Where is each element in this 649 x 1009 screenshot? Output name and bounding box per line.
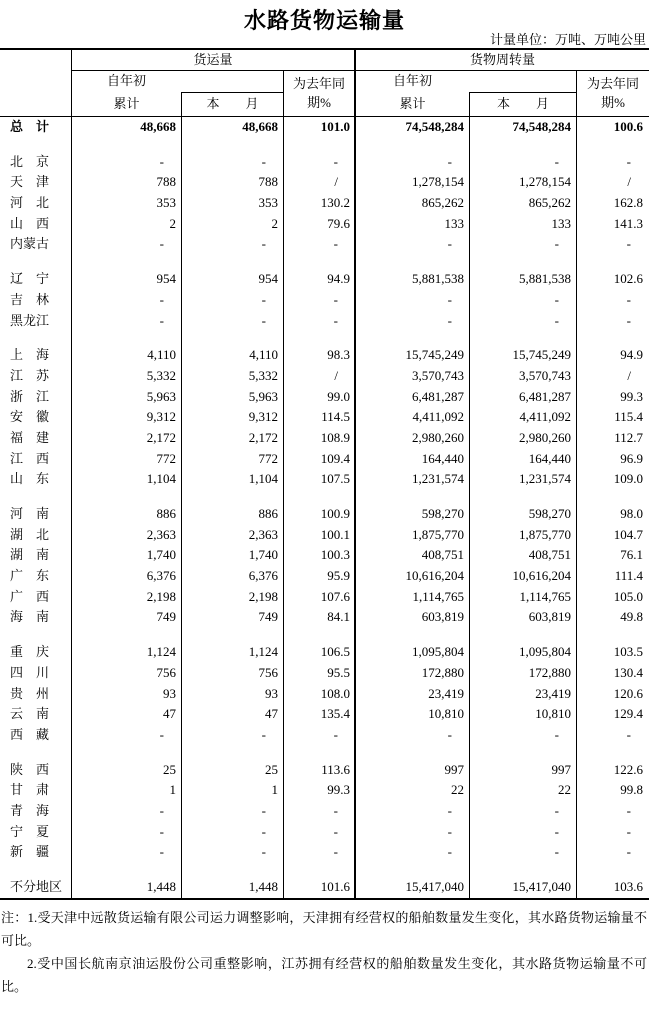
value-cell: 93 xyxy=(163,685,176,701)
value-cell: - xyxy=(447,291,452,307)
value-cell: - xyxy=(554,153,559,169)
value-cell: 113.6 xyxy=(321,761,350,777)
value-cell: 954 xyxy=(258,271,278,287)
value-cell: 408,751 xyxy=(421,547,464,563)
value-cell: 2,172 xyxy=(248,429,278,445)
value-cell: - xyxy=(159,236,164,252)
value-cell: 756 xyxy=(258,664,278,680)
region-label: 河 南 xyxy=(10,506,50,521)
region-label: 福 建 xyxy=(10,429,50,445)
value-cell: 122.6 xyxy=(613,761,643,777)
region-label: 陕 西 xyxy=(10,761,50,777)
value-cell: 4,411,092 xyxy=(412,409,464,425)
value-cell: 1,875,770 xyxy=(519,526,571,542)
table-row xyxy=(0,663,649,684)
region-group xyxy=(0,504,649,628)
region-label: 不分地区 xyxy=(10,879,63,894)
region-label: 贵 州 xyxy=(10,685,50,701)
value-cell: 79.6 xyxy=(327,215,350,231)
value-cell: 135.4 xyxy=(320,706,350,722)
value-cell: 108.0 xyxy=(320,685,350,701)
region-label: 山 东 xyxy=(10,471,50,487)
header-yoy-percent-freight-label: 为去年同期% xyxy=(292,76,345,110)
value-cell: - xyxy=(554,802,559,818)
footnote-1: 注：1.受天津中远散货运输有限公司运力调整影响，天津拥有经营权的船舶数量发生变化，其水路货物运输量不可比。 xyxy=(1,910,647,948)
value-cell: 6,376 xyxy=(146,568,176,584)
value-cell: 10,616,204 xyxy=(512,568,571,584)
value-cell: - xyxy=(261,153,266,169)
value-cell: 4,411,092 xyxy=(519,409,571,425)
table-row xyxy=(0,760,649,781)
value-cell: 93 xyxy=(265,685,278,701)
value-cell: 48,668 xyxy=(242,119,278,134)
header-this-month-turnover: 本 月 xyxy=(496,96,549,111)
region-label: 湖 南 xyxy=(10,547,50,563)
value-cell: - xyxy=(333,291,338,307)
value-cell: 103.5 xyxy=(613,644,643,660)
region-group xyxy=(0,152,649,255)
value-cell: 100.6 xyxy=(613,119,643,134)
value-cell: 130.4 xyxy=(613,664,643,680)
value-cell: 98.0 xyxy=(620,506,643,521)
table-row xyxy=(0,366,649,387)
value-cell: 3,570,743 xyxy=(412,367,464,383)
value-cell: 3,570,743 xyxy=(519,367,571,383)
region-label: 北 京 xyxy=(10,153,50,169)
table-row xyxy=(0,780,649,801)
table-row xyxy=(0,607,649,628)
value-cell: 15,745,249 xyxy=(405,347,464,363)
value-cell: / xyxy=(334,367,338,383)
value-cell: 114.5 xyxy=(321,409,350,425)
value-cell: 9,312 xyxy=(248,409,278,425)
region-label: 青 海 xyxy=(10,802,50,818)
table-row xyxy=(0,449,649,470)
value-cell: 865,262 xyxy=(421,195,464,211)
value-cell: 15,417,040 xyxy=(405,879,464,894)
value-cell: 115.4 xyxy=(614,409,643,425)
value-cell: 865,262 xyxy=(528,195,571,211)
value-cell: 997 xyxy=(551,761,571,777)
value-cell: 2,363 xyxy=(248,526,278,542)
value-cell: 1,740 xyxy=(146,547,176,563)
region-label: 上 海 xyxy=(10,347,50,363)
value-cell: - xyxy=(333,844,338,860)
value-cell: 2,172 xyxy=(146,429,176,445)
value-cell: 5,963 xyxy=(248,388,278,404)
region-label: 吉 林 xyxy=(10,291,50,307)
value-cell: 1,231,574 xyxy=(412,471,464,487)
table-row xyxy=(0,387,649,408)
value-cell: 84.1 xyxy=(327,609,350,625)
region-label: 重 庆 xyxy=(10,644,50,660)
value-cell: 106.5 xyxy=(320,644,350,660)
value-cell: 1,740 xyxy=(248,547,278,563)
region-group xyxy=(0,269,649,331)
header-cumulative-freight: 累计 xyxy=(113,96,140,111)
value-cell: 2,980,260 xyxy=(519,429,571,445)
value-cell: 111.4 xyxy=(614,568,643,584)
value-cell: - xyxy=(159,726,164,742)
value-cell: 886 xyxy=(258,506,278,521)
value-cell: 76.1 xyxy=(620,547,643,563)
value-cell: - xyxy=(554,312,559,328)
region-label: 天 津 xyxy=(10,174,50,190)
value-cell: 99.8 xyxy=(620,782,643,798)
region-label: 江 苏 xyxy=(10,367,50,383)
region-label: 总 计 xyxy=(10,119,50,134)
table-row xyxy=(0,345,649,366)
value-cell: 5,332 xyxy=(248,367,278,383)
value-cell: 99.3 xyxy=(327,782,350,798)
value-cell: - xyxy=(261,802,266,818)
value-cell: 129.4 xyxy=(613,706,643,722)
table-row xyxy=(0,545,649,566)
value-cell: 886 xyxy=(156,506,176,521)
value-cell: - xyxy=(333,726,338,742)
region-group xyxy=(0,760,649,863)
value-cell: 772 xyxy=(258,450,278,466)
value-cell: - xyxy=(626,291,631,307)
value-cell: 1,124 xyxy=(248,644,278,660)
value-cell: 954 xyxy=(156,271,176,287)
value-cell: 5,881,538 xyxy=(519,271,571,287)
value-cell: 5,963 xyxy=(146,388,176,404)
region-label: 海 南 xyxy=(10,609,50,625)
table-row xyxy=(0,407,649,428)
value-cell: 788 xyxy=(156,174,176,190)
value-cell: - xyxy=(626,312,631,328)
region-label: 河 北 xyxy=(10,195,50,211)
table-row xyxy=(0,152,649,173)
value-cell: 47 xyxy=(265,706,278,722)
value-cell: 23,419 xyxy=(428,685,464,701)
value-cell: 1,278,154 xyxy=(519,174,571,190)
value-cell: 788 xyxy=(258,174,278,190)
value-cell: - xyxy=(626,153,631,169)
value-cell: 2,198 xyxy=(248,588,278,604)
value-cell: 1,448 xyxy=(248,879,278,894)
value-cell: - xyxy=(554,291,559,307)
table-row xyxy=(0,469,649,490)
region-group xyxy=(0,642,649,745)
table-body xyxy=(0,117,649,898)
region-label: 黑龙江 xyxy=(10,312,50,328)
value-cell: - xyxy=(261,236,266,252)
header-freight-volume: 货运量 xyxy=(193,52,233,67)
region-label: 浙 江 xyxy=(10,388,50,404)
value-cell: 4,110 xyxy=(147,347,176,363)
value-cell: 1,114,765 xyxy=(412,588,464,604)
table-row xyxy=(0,684,649,705)
value-cell: 1,095,804 xyxy=(412,644,464,660)
value-cell: 100.3 xyxy=(320,547,350,563)
value-cell: 74,548,284 xyxy=(512,119,571,134)
value-cell: 1,104 xyxy=(248,471,278,487)
measure-unit-note: 计量单位：万吨、万吨公里 xyxy=(489,32,646,47)
table-row xyxy=(0,587,649,608)
value-cell: 1,448 xyxy=(146,879,176,894)
value-cell: 1,124 xyxy=(146,644,176,660)
header-yoy-percent-turnover xyxy=(577,70,649,116)
value-cell: 1,278,154 xyxy=(412,174,464,190)
table-row xyxy=(0,290,649,311)
value-cell: 48,668 xyxy=(140,119,176,134)
value-cell: 997 xyxy=(444,761,464,777)
value-cell: 353 xyxy=(258,195,278,211)
value-cell: - xyxy=(447,236,452,252)
header-cumulative-turnover: 累计 xyxy=(399,96,426,111)
footnote-2: 2.受中国长航南京油运股份公司重整影响，江苏拥有经营权的船舶数量发生变化，其水路货物运输量不可比。 xyxy=(1,956,647,994)
value-cell: - xyxy=(333,153,338,169)
value-cell: - xyxy=(447,153,452,169)
value-cell: 25 xyxy=(163,761,176,777)
value-cell: 162.8 xyxy=(613,195,643,211)
region-label: 山 西 xyxy=(10,215,50,231)
value-cell: 9,312 xyxy=(146,409,176,425)
region-label: 甘 肃 xyxy=(10,782,50,798)
table-row xyxy=(0,842,649,863)
table-body-wrap xyxy=(0,117,649,900)
region-group xyxy=(0,117,649,138)
value-cell: 1,095,804 xyxy=(519,644,571,660)
table-row xyxy=(0,642,649,663)
value-cell: - xyxy=(333,236,338,252)
value-cell: 1 xyxy=(271,782,278,798)
value-cell: 15,417,040 xyxy=(512,879,571,894)
page-title: 水路货物运输量 xyxy=(243,8,405,33)
value-cell: 2,198 xyxy=(146,588,176,604)
value-cell: - xyxy=(554,844,559,860)
value-cell: - xyxy=(159,153,164,169)
value-cell: 100.1 xyxy=(320,526,350,542)
table-row xyxy=(0,193,649,214)
value-cell: 603,819 xyxy=(421,609,464,625)
table-row xyxy=(0,504,649,525)
value-cell: 112.7 xyxy=(614,429,643,445)
header-yoy-percent-freight xyxy=(284,70,354,116)
value-cell: - xyxy=(447,823,452,839)
value-cell: 22 xyxy=(558,782,571,798)
value-cell: 101.0 xyxy=(320,119,350,134)
value-cell: - xyxy=(447,802,452,818)
value-cell: - xyxy=(159,312,164,328)
table-row xyxy=(0,801,649,822)
value-cell: 1,231,574 xyxy=(519,471,571,487)
table-row xyxy=(0,822,649,843)
value-cell: - xyxy=(261,844,266,860)
value-cell: - xyxy=(554,726,559,742)
value-cell: 772 xyxy=(156,450,176,466)
value-cell: 109.0 xyxy=(613,471,643,487)
header-since-start-of-year-turnover: 自年初 xyxy=(392,73,432,88)
table-row xyxy=(0,172,649,193)
value-cell: 172,880 xyxy=(421,664,464,680)
value-cell: 2 xyxy=(169,215,176,231)
value-cell: 749 xyxy=(156,609,176,625)
value-cell: 130.2 xyxy=(320,195,350,211)
table-row xyxy=(0,566,649,587)
value-cell: 2,363 xyxy=(146,526,176,542)
value-cell: 74,548,284 xyxy=(405,119,464,134)
region-group xyxy=(0,345,649,490)
value-cell: 133 xyxy=(444,215,464,231)
table-row xyxy=(0,725,649,746)
value-cell: 120.6 xyxy=(613,685,643,701)
value-cell: 1 xyxy=(169,782,176,798)
region-label: 广 东 xyxy=(10,568,50,584)
value-cell: 1,104 xyxy=(146,471,176,487)
table-row xyxy=(0,877,649,898)
value-cell: 107.6 xyxy=(320,588,350,604)
value-cell: - xyxy=(261,726,266,742)
table-header xyxy=(0,48,649,117)
value-cell: - xyxy=(626,823,631,839)
value-cell: 49.8 xyxy=(620,609,643,625)
value-cell: 107.5 xyxy=(320,471,350,487)
value-cell: 105.0 xyxy=(613,588,643,604)
value-cell: 133 xyxy=(551,215,571,231)
region-label: 安 徽 xyxy=(10,409,50,425)
value-cell: - xyxy=(261,823,266,839)
value-cell: 96.9 xyxy=(620,450,643,466)
value-cell: 23,419 xyxy=(535,685,571,701)
value-cell: 15,745,249 xyxy=(512,347,571,363)
value-cell: 94.9 xyxy=(327,271,350,287)
table-row xyxy=(0,234,649,255)
region-label: 内蒙古 xyxy=(10,236,50,252)
value-cell: 99.0 xyxy=(327,388,350,404)
value-cell: 99.3 xyxy=(620,388,643,404)
value-cell: 2 xyxy=(271,215,278,231)
value-cell: - xyxy=(626,802,631,818)
value-cell: 47 xyxy=(163,706,176,722)
header-this-month-freight: 本 月 xyxy=(206,96,259,111)
value-cell: 1,114,765 xyxy=(519,588,571,604)
value-cell: - xyxy=(626,844,631,860)
value-cell: 94.9 xyxy=(620,347,643,363)
value-cell: 104.7 xyxy=(613,526,643,542)
value-cell: / xyxy=(627,367,631,383)
value-cell: 408,751 xyxy=(528,547,571,563)
value-cell: 1,875,770 xyxy=(412,526,464,542)
value-cell: 98.3 xyxy=(327,347,350,363)
region-label: 新 疆 xyxy=(10,844,50,860)
value-cell: - xyxy=(159,291,164,307)
value-cell: 6,376 xyxy=(248,568,278,584)
value-cell: 141.3 xyxy=(613,215,643,231)
table-row xyxy=(0,214,649,235)
value-cell: 10,810 xyxy=(535,706,571,722)
table-row xyxy=(0,525,649,546)
value-cell: - xyxy=(447,312,452,328)
table-row xyxy=(0,311,649,332)
region-label: 江 西 xyxy=(10,450,50,466)
header-yoy-percent-turnover-label: 为去年同期% xyxy=(586,76,639,110)
region-label: 湖 北 xyxy=(10,526,50,542)
value-cell: 353 xyxy=(156,195,176,211)
value-cell: - xyxy=(554,236,559,252)
value-cell: 749 xyxy=(258,609,278,625)
value-cell: 5,881,538 xyxy=(412,271,464,287)
header-cargo-turnover: 货物周转量 xyxy=(469,52,535,67)
table-row xyxy=(0,704,649,725)
value-cell: 6,481,287 xyxy=(519,388,571,404)
value-cell: 100.9 xyxy=(320,506,350,521)
value-cell: 101.6 xyxy=(320,879,350,894)
region-label: 广 西 xyxy=(10,588,50,604)
value-cell: 5,332 xyxy=(146,367,176,383)
value-cell: 102.6 xyxy=(613,271,643,287)
table-row xyxy=(0,269,649,290)
region-label: 西 藏 xyxy=(10,726,50,742)
value-cell: 103.6 xyxy=(613,879,643,894)
value-cell: 164,440 xyxy=(528,450,571,466)
region-label: 辽 宁 xyxy=(10,271,50,287)
value-cell: 598,270 xyxy=(528,506,571,521)
value-cell: - xyxy=(333,312,338,328)
value-cell: 2,980,260 xyxy=(412,429,464,445)
value-cell: - xyxy=(159,823,164,839)
value-cell: - xyxy=(447,844,452,860)
table-row xyxy=(0,117,649,138)
value-cell: 4,110 xyxy=(249,347,278,363)
value-cell: 95.9 xyxy=(327,568,350,584)
value-cell: 108.9 xyxy=(320,429,350,445)
value-cell: - xyxy=(333,802,338,818)
value-cell: - xyxy=(159,802,164,818)
value-cell: - xyxy=(554,823,559,839)
value-cell: - xyxy=(333,823,338,839)
value-cell: 164,440 xyxy=(421,450,464,466)
footnotes xyxy=(1,906,647,998)
value-cell: 10,810 xyxy=(428,706,464,722)
value-cell: - xyxy=(261,291,266,307)
value-cell: 603,819 xyxy=(528,609,571,625)
value-cell: 25 xyxy=(265,761,278,777)
value-cell: 756 xyxy=(156,664,176,680)
value-cell: / xyxy=(334,174,338,190)
region-label: 四 川 xyxy=(10,664,50,680)
value-cell: - xyxy=(159,844,164,860)
table-row xyxy=(0,428,649,449)
value-cell: - xyxy=(261,312,266,328)
value-cell: - xyxy=(626,236,631,252)
region-group xyxy=(0,877,649,898)
value-cell: 22 xyxy=(451,782,464,798)
value-cell: 598,270 xyxy=(421,506,464,521)
value-cell: - xyxy=(626,726,631,742)
value-cell: / xyxy=(627,174,631,190)
header-since-start-of-year-freight: 自年初 xyxy=(106,73,146,88)
value-cell: 6,481,287 xyxy=(412,388,464,404)
value-cell: 10,616,204 xyxy=(405,568,464,584)
value-cell: 172,880 xyxy=(528,664,571,680)
value-cell: 95.5 xyxy=(327,664,350,680)
region-label: 宁 夏 xyxy=(10,823,50,839)
value-cell: 109.4 xyxy=(320,450,350,466)
value-cell: - xyxy=(447,726,452,742)
region-label: 云 南 xyxy=(10,706,50,722)
